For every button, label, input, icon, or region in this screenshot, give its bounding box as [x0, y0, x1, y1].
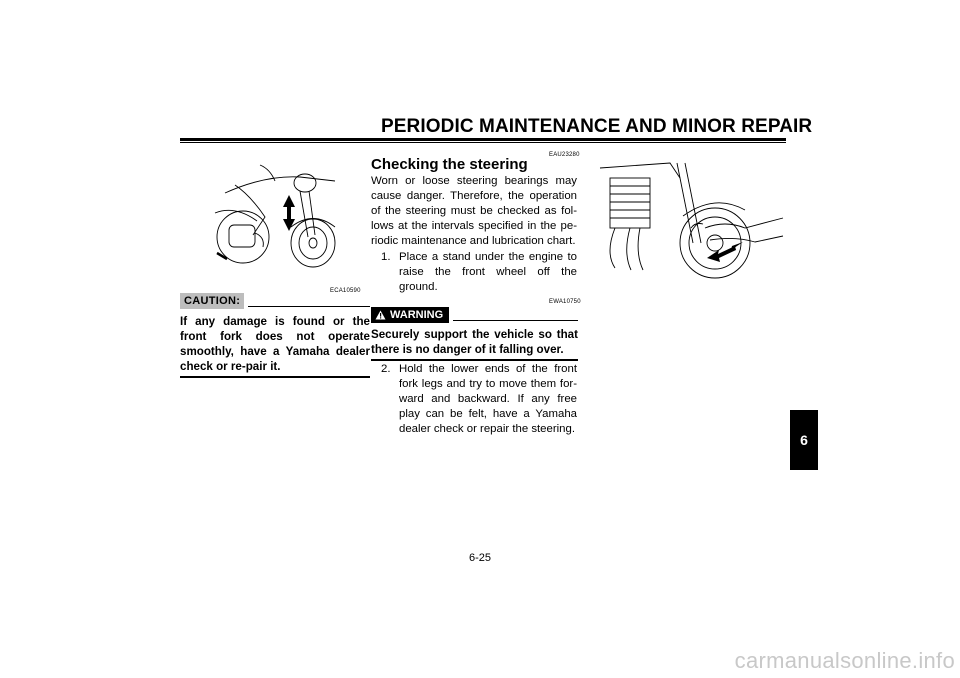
- warning-text: Securely support the vehicle so that there is no danger of it falling over.: [371, 328, 578, 357]
- watermark-text: carmanualsonline.info: [734, 648, 955, 673]
- warning-block: [371, 307, 578, 361]
- step-number: 2.: [381, 363, 391, 375]
- section-heading: Checking the steering: [371, 156, 528, 173]
- caution-bottom-rule: [180, 376, 370, 378]
- warning-top-rule: [453, 320, 578, 322]
- caution-top-rule: [248, 306, 370, 308]
- intro-paragraph: Worn or loose steering bearings may cause danger. Therefore, the operation of the steering must be checked as fol-lows at the intervals specified in the pe-riodic maintenance and lubrication chart.: [371, 175, 577, 248]
- step-text: Hold the lower ends of the front fork legs and try to move them for-ward and backward. If any free play can be felt, have a Yamaha dealer check or repair the steering.: [399, 363, 577, 436]
- page-number: 6-25: [468, 552, 492, 564]
- warning-triangle-icon: [375, 310, 386, 320]
- caution-text: If any damage is found or the front fork does not operate smoothly, have a Yamaha dealer check or re-pair it.: [180, 315, 370, 374]
- figure-code: ECA10590: [330, 288, 361, 294]
- header-rule-thin: [180, 142, 786, 143]
- caution-block: [180, 293, 370, 378]
- step-text: Place a stand under the engine to raise the front wheel off the ground.: [399, 251, 577, 294]
- section-code: EAU23280: [549, 152, 580, 158]
- step-2: [381, 362, 577, 437]
- front-fork-illustration: [205, 155, 355, 275]
- steering-check-illustration: [595, 158, 785, 283]
- step-1: [381, 250, 577, 295]
- warning-badge: [371, 307, 449, 323]
- warning-code: EWA10750: [549, 299, 581, 305]
- chapter-tab: 6: [790, 410, 818, 470]
- caution-label: CAUTION:: [180, 293, 244, 309]
- warning-bottom-rule: [371, 359, 578, 361]
- header-rule: [180, 138, 786, 141]
- warning-label: WARNING: [390, 309, 444, 321]
- page-header-title: PERIODIC MAINTENANCE AND MINOR REPAIR: [381, 116, 813, 137]
- step-number: 1.: [381, 251, 391, 263]
